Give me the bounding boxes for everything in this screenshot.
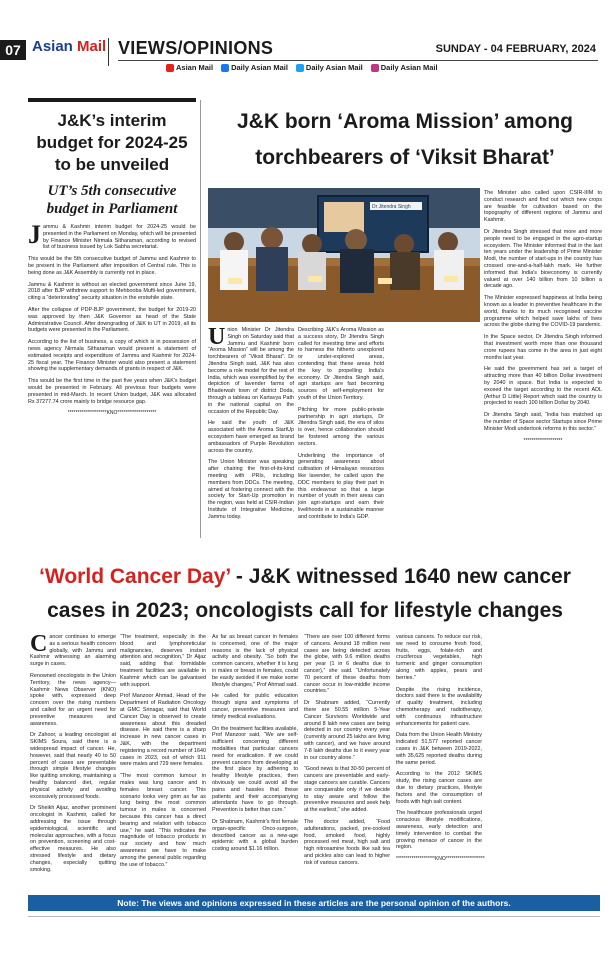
paragraph: Dr Zahoor, a leading oncologist at SKIMS Soura, said there is a widespread impact of cancer. He, however, said that nearly 40 to 50 percent of cases are preventable through simple lifestyle changes like quitting smoking, maintaining a healthy balanced diet, regular physical activity and avoiding excessively processed foods. <box>30 732 116 800</box>
headline-highlight: ‘World Cancer Day’ <box>39 565 231 588</box>
main-story-headline: J&K born ‘Aroma Mission’ among torchbearers of ‘Viksit Bharat’ <box>236 110 574 169</box>
paragraph: According to the 2012 SKIMS study, the rising cancer cases are due to dietary practices, lifestyle factors and the consumption of foods with high salt content. <box>396 771 482 805</box>
left-story-subhead: UT’s 5th consecutive budget in Parliament <box>46 183 178 217</box>
cancer-story-column-1 <box>30 631 116 892</box>
cancer-story-column-3 <box>212 634 298 892</box>
issue-date: SUNDAY - 04 FEBRUARY, 2024 <box>435 43 596 55</box>
paragraph: “The most common tumour in males was lung cancer and in females breast cancer. This scenario looks very grim as far as lung being the most common tumour in males is concerned because this cancer has a direct bearing and relation with tobacco use,” he said. “This indicates the magnitude of tobacco products in our society and how much awareness we have to make among the general public regarding the use of tobacco.” <box>120 773 206 868</box>
end-mark: ********************KNO******************** <box>396 856 485 863</box>
social-facebook[interactable] <box>221 63 288 72</box>
social-label: Asian Mail <box>176 63 214 72</box>
main-story-column-1 <box>208 324 294 539</box>
social-youtube[interactable] <box>166 63 213 72</box>
paragraph: He said the government has set a target of attracting more than 40 billion Dollar investment by 2040 in space. But India is expected to exceed the target according to the recent ADL (Arthur D Little) Report which said the country is projected to reach 100 billion Dollar by 2040. <box>484 366 602 407</box>
youtube-icon <box>166 64 174 72</box>
cancer-story-headline <box>10 560 600 628</box>
paragraph: In the Space sector, Dr Jitendra Singh informed that investment worth more than one thousand crore rupees has come in the area in just eight months last year. <box>484 334 602 361</box>
facebook-icon <box>221 64 229 72</box>
paragraph: He called for public education through signs and symptoms of cancer, preventive measures and timely medical evaluations. <box>212 693 298 720</box>
left-story-body <box>28 220 196 417</box>
page-number: 07 <box>0 40 26 60</box>
page-header <box>0 0 610 76</box>
dropcap: U <box>208 324 226 350</box>
paragraph: As far as breast cancer in females is concerned, one of the major reasons is the lack of physical activity and obesity. “So both the common cancers, whether it is lung in males or breast in females, could be easily avoided if we make some lifestyle changes,” Prof Ahmad said. <box>212 634 298 688</box>
paragraph: “The treatment, especially in the blood and lymphoreticular malignancies, deserves instant attention and recognition,” Dr Aijaz said, adding that formidable treatment facilities are available in Kashmir which can be galvanised with support. <box>120 634 206 688</box>
end-mark: ********************KNO******************** <box>67 410 157 417</box>
header-rule <box>118 60 598 61</box>
paragraph: The Minister expressed happiness at India being known as a leader in preventive healthcare in the world, thanks to its much recognised vaccine programme which helped save lakhs of lives across the globe during the COVID-19 pandemic. <box>484 295 602 329</box>
paragraph: various cancers. To reduce our risk, we need to consume fresh food, fruits, eggs, folate-rich and cruciferous vegetables, high turmeric and ginger consumption along with apples, pears and berries.” <box>396 634 482 681</box>
social-twitter[interactable] <box>296 63 363 72</box>
cancer-story-column-5 <box>396 634 485 892</box>
paragraph: Jammu & Kashmir is without an elected government since June 19, 2018 after BJP withdrew support to Mehbooba Mufti-led government, citing a “deteriorating” security situation in the erstwhile state. <box>28 281 196 302</box>
paragraph: Data from the Union Health Ministry indicated 51,577 reported cancer cases in J&K between 2019-2022, with 35,625 reported deaths during the same period. <box>396 732 482 766</box>
paragraph: Renowned oncologists in the Union Territory, the news agency—Kashmir News Observer (KNO) spoke with, expressed deep concern over the rising numbers and called for an urgent need for preventive measures and awareness. <box>30 672 116 727</box>
paragraph: Dr Jitendra Singh said, “India has matched up the number of Space sector Startups since Prime Minister Modi undertook reforms in this sector.” <box>484 412 602 432</box>
social-label: Daily Asian Mail <box>231 63 288 72</box>
paragraph: Dr Shabnam, Kashmir's first female organ-specific Onco-surgeon, described cancer as a new-age epidemic with a global burden costing around $1.16 trillion. <box>212 818 298 853</box>
news-photo <box>208 188 480 322</box>
paragraph: Dr Sheikh Aijaz, another prominent oncologist in Kashmir, called for addressing the issue through epidemiological, scientific and molecular approaches, with a focus on prevention, screening and cost-effective measures. He also stressed lifestyle and dietary changes, especially quitting smoking. <box>30 805 116 873</box>
paragraph: Prof Manzoor Ahmad, Head of the Department of Radiation Oncology at GMC Srinagar, said that World Cancer Day is observed to create awareness about this dreaded disease. He said there is a sharp increase in new cancer cases in J&K, with the department registering a record number of 1640 cases in 2023, out of which 911 were males and 729 were females. <box>120 693 206 768</box>
twitter-icon <box>296 64 304 72</box>
paragraph: “There are over 100 different forms of cancers. Around 18 million new cases are being detected across the globe, with 9.6 million deaths per year (1 in 6 deaths due to cancer),” she said. “Unfortunately 70 percent of these deaths from cancer occur in low-middle income countries.” <box>304 634 390 695</box>
social-links <box>166 63 438 72</box>
paragraph: Cancer continues to emerge as a serious health concern globally, with Jammu and Kashmir witnessing an alarming surge in cases. <box>30 631 116 668</box>
paragraph: Jammu & Kashmir interim budget for 2024-25 would be presented in the Parliament on Monday, which will be presented by Finance Minister Nirmala Sitharaman, according to revised list of business issued by Lok Sabha secretariat. <box>28 220 196 251</box>
paragraph: Dr Jitendra Singh stressed that more and more people need to be engaged in the agro-startup ecosystem. The Minister informed that in the last ten years under the leadership of Prime Minister Modi, the number of start-ups in the country has crossed one-and-a-half-lakh mark. He further informed that India's bioeconomy is currently valued at over 140 billion from 10 billion a decade ago. <box>484 228 602 290</box>
paragraph: The healthcare professionals urged conscious lifestyle modifications, awareness, early detection and timely intervention to combat the growing menace of cancer in the region. <box>396 810 482 851</box>
left-story-headline: J&K’s interim budget for 2024-25 to be unveiled <box>36 111 188 174</box>
column-divider <box>200 100 201 538</box>
social-label: Daily Asian Mail <box>380 63 438 72</box>
social-label: Daily Asian Mail <box>305 63 363 72</box>
section-title: VIEWS/OPINIONS <box>118 38 274 58</box>
paragraph: Union Minister Dr Jitendra Singh on Saturday said that Jammu and Kashmir born “Aroma Mission” will be among the torchbearers of “Viksit Bharat”. Dr Jitendra Singh said, J&K has also become a role model for the rest of India, which was exemplified by the depiction of lavender farms of Bhaderwah town of district Doda, through a tableau on Kartavya Path in the national capital on the occasion of the Republic Day. <box>208 324 294 415</box>
cancer-story-column-4 <box>304 634 390 892</box>
paragraph: Underlining the importance of generating awareness about cultivation of Himalayan resources like lavender, he called upon the DDC members to play their part in this endeavour so that a large number of youth in their areas can join agri-startups and earn their livelihoods in a sustainable manner and contribute to India's GDP. <box>298 452 384 520</box>
event-photo-illustration <box>208 188 480 322</box>
paragraph: Dr Shabnam added, “Currently there are 50.55 million 5-Year Cancer Survivors Worldwide and around 8 lakh new cases are being detected in our country every year (currently around 25 lakhs are living with cancer), and we have around 7-8 lakh deaths due to it every year in our country alone.” <box>304 700 390 761</box>
logo-primary: Asian <box>32 38 73 55</box>
social-instagram[interactable] <box>371 63 438 72</box>
paragraph: This would be the first time in the past five years when J&K's budget would be presented in February. All previous four budgets were presented in mid-March. In recent Union budget, J&K was allocated Rs 37277.74 crore mainly to bridge resource gap. <box>28 378 196 405</box>
paragraph: Pitching for more public-private partnership in agri startups, Dr Jitendra Singh said, the era of silos is over, hence collaboration should be fostered among the various sectors. <box>298 406 384 447</box>
dropcap: C <box>30 631 48 657</box>
paragraph: “Good news is that 30-50 percent of cancers are preventable and early-stage cancers are curable. Cancers are conquerable only if we decide to stay aware and follow the preventive measures and seek help at the earliest,” she added. <box>304 766 390 814</box>
paragraph: Describing J&K's Aroma Mission as a success story, Dr Jitendra Singh called for investing time and efforts to harness the hitherto unexplored or under-explored areas, contending that these areas hold the key to propelling India's economy. Dr Jitendra Singh said, agri startups are fast becoming sources of self-employment for youth of the Union Territory. <box>298 327 384 401</box>
paragraph: After the collapse of PDP-BJP government, the budget for 2019-20 was approved by then J&K Governor as head of the State Administrative Council. After downgrading of J&K to UT in 2019, all its budgets were presented in the Parliament. <box>28 306 196 334</box>
main-story-column-2 <box>298 327 384 539</box>
paragraph: The Union Minister was speaking after chairing the first-of-its-kind meeting with PRIs, including members from DDCs. The meeting, aimed at fostering connect with the society for Start-Up promotion in the region, was held at CSIR-Indian Institute of Integrative Medicine, Jammu today. <box>208 459 294 520</box>
masthead-logo[interactable] <box>32 38 106 55</box>
left-story <box>28 98 196 540</box>
logo-secondary: Mail <box>77 38 107 55</box>
dropcap: J <box>28 220 41 249</box>
paragraph: This would be the 5th consecutive budget of Jammu and Kashmir to be present in the Parliament after imposition of Central rule. This is being done as J&K Assembly is currently not in place. <box>28 256 196 276</box>
paragraph: The Minister also called upon CSIR-IIIM to conduct research and find out which new crops are feasible for cultivation based on the topography of different regions of Jammu and Kashmir. <box>484 190 602 224</box>
paragraph: According to the list of business, a copy of which is in possession of news agency Nirmala Sitharaman would present a statement of estimated receipts and expenditure of Jammu and Kashmir for 2024-25 fiscal year. The Finance Minister would also present a statement showing the supplementary demands of grants in respect of J&K. <box>28 339 196 373</box>
instagram-icon <box>371 64 379 72</box>
main-story-column-3 <box>484 190 602 538</box>
paragraph: On the treatment facilities available, Prof Manzoor said, “We are self-sufficient concerning different modalities that particular cancers need for eradication. If we could prevent cancers from developing at the first place by adhering to healthy lifestyle practices, then obviously we could avoid all the pains and hassles that these patients and their accompanying attendants have to go through. Prevention is better than cure.” <box>212 725 298 814</box>
screen-caption: Dr Jitendra Singh <box>372 204 411 210</box>
bottom-rule <box>28 916 600 917</box>
end-mark: ******************** <box>523 437 563 444</box>
cancer-story-column-2 <box>120 634 206 892</box>
header-divider <box>108 38 109 66</box>
paragraph: The doctor added, “Food adulterations, packed, pre-cooked food, smoked food, highly processed red meat, high salt and high nitrosamine foods like salt tea and pickles also can lead to higher risk of various cancers. <box>304 818 390 866</box>
paragraph: Despite the rising incidence, doctors said there is the availability of quality treatment, including chemotherapy and radiotherapy, with continuous infrastructure enhancements for patient care. <box>396 686 482 727</box>
paragraph: He said the youth of J&K associated with the Aroma StartUp ecosystem have emerged as brand ambassadors of Purple Revolution across the country. <box>208 420 294 454</box>
disclaimer-banner: Note: The views and opinions expressed in these articles are the personal opinion of the authors. <box>28 895 600 911</box>
headline-text: - J&K witnessed 1640 new cancer cases in 2023; oncologists call for lifestyle changes <box>47 565 571 622</box>
